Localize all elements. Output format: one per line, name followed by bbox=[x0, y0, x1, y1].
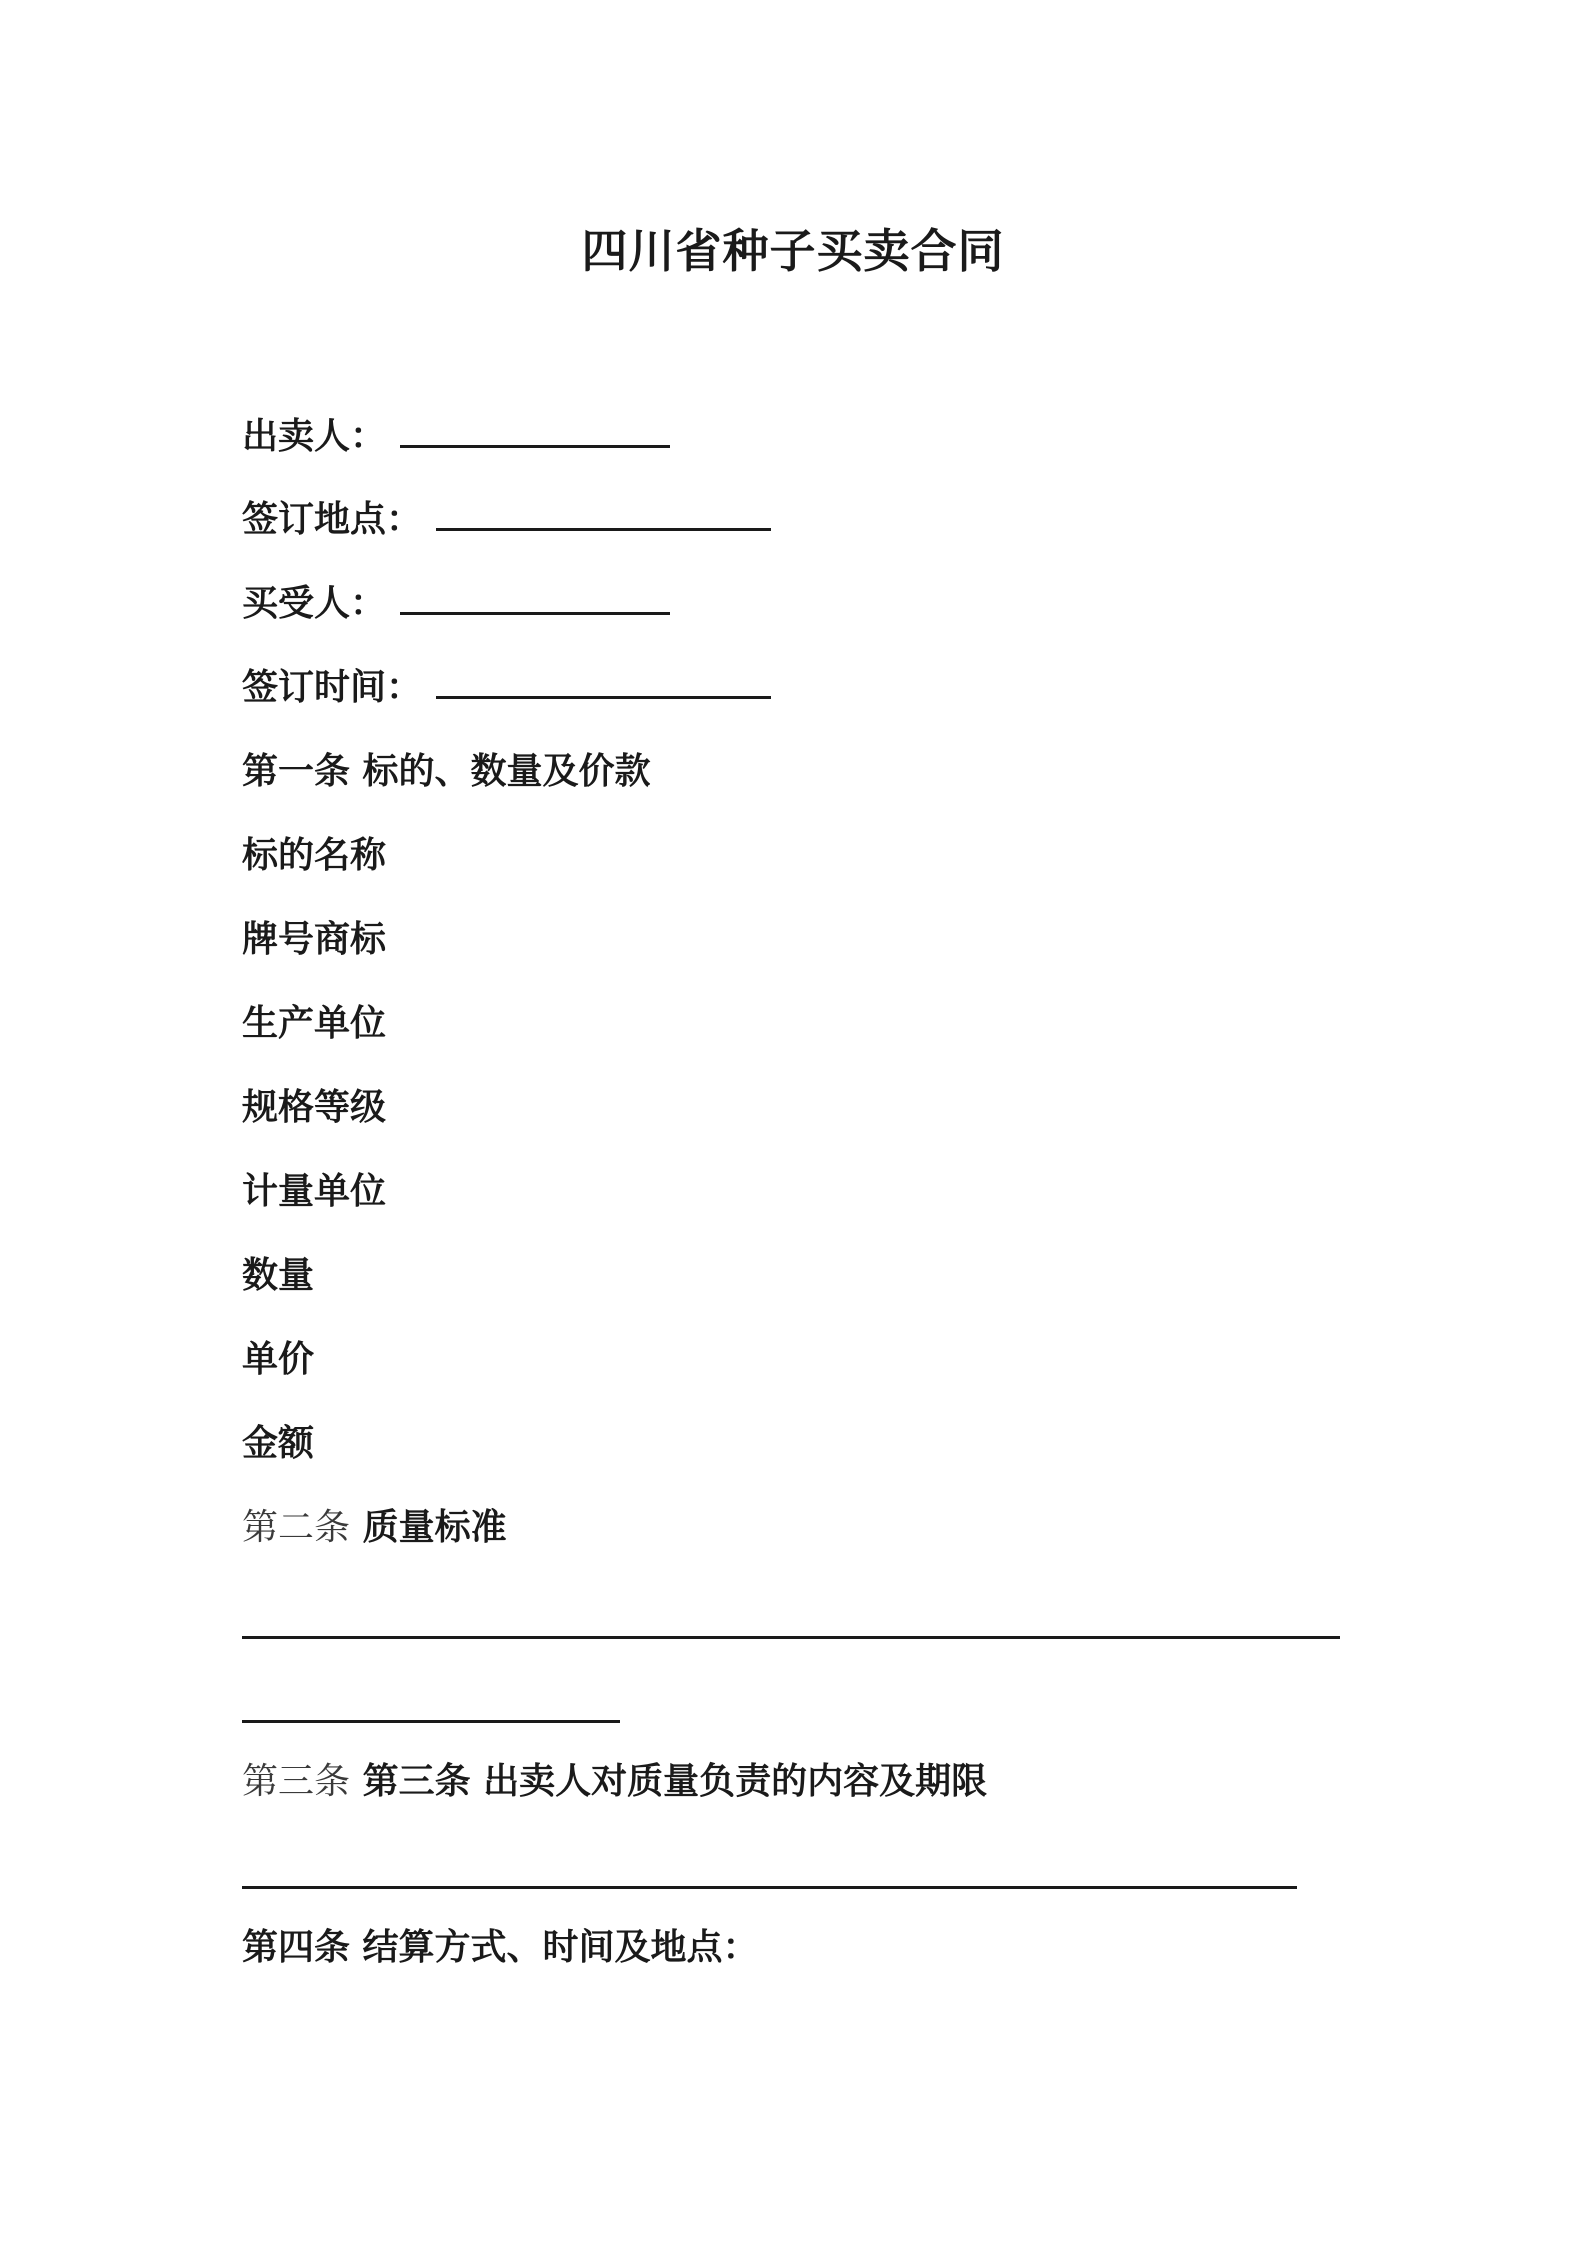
sign-time-field bbox=[242, 666, 771, 710]
article2-prefix: 第二条 bbox=[242, 1507, 351, 1548]
article2-heading bbox=[242, 1506, 507, 1550]
sign-place-field bbox=[242, 498, 771, 542]
article3-heading bbox=[242, 1760, 987, 1804]
article2-fill-line-2[interactable] bbox=[242, 1720, 620, 1723]
buyer-field bbox=[242, 582, 670, 626]
article1-item: 规格等级 bbox=[242, 1087, 387, 1128]
article1-item: 标的名称 bbox=[242, 835, 387, 876]
article1-item: 牌号商标 bbox=[242, 919, 387, 960]
sign-time-label: 签订时间： bbox=[242, 667, 423, 708]
article4-heading: 第四条 结算方式、时间及地点： bbox=[242, 1927, 759, 1968]
article2-fill-line-1[interactable] bbox=[242, 1636, 1340, 1639]
buyer-label: 买受人： bbox=[242, 583, 387, 624]
article1-item: 金额 bbox=[242, 1423, 315, 1464]
article1-item: 生产单位 bbox=[242, 1003, 387, 1044]
sign-time-blank[interactable] bbox=[436, 666, 771, 699]
sign-place-blank[interactable] bbox=[436, 498, 771, 531]
buyer-blank[interactable] bbox=[400, 582, 670, 615]
article1-item: 计量单位 bbox=[242, 1171, 387, 1212]
article1-item: 数量 bbox=[242, 1255, 315, 1296]
article3-prefix: 第三条 bbox=[242, 1761, 351, 1802]
seller-field bbox=[242, 415, 670, 459]
article3-title: 第三条 出卖人对质量负责的内容及期限 bbox=[362, 1761, 988, 1802]
article1-item: 单价 bbox=[242, 1339, 315, 1380]
contract-title: 四川省种子买卖合同 bbox=[581, 224, 1005, 278]
article3-fill-line[interactable] bbox=[242, 1886, 1297, 1889]
sign-place-label: 签订地点： bbox=[242, 499, 423, 540]
seller-label: 出卖人： bbox=[242, 416, 387, 457]
seller-blank[interactable] bbox=[400, 415, 670, 448]
article2-title: 质量标准 bbox=[362, 1507, 507, 1548]
article1-heading: 第一条 标的、数量及价款 bbox=[242, 751, 651, 792]
